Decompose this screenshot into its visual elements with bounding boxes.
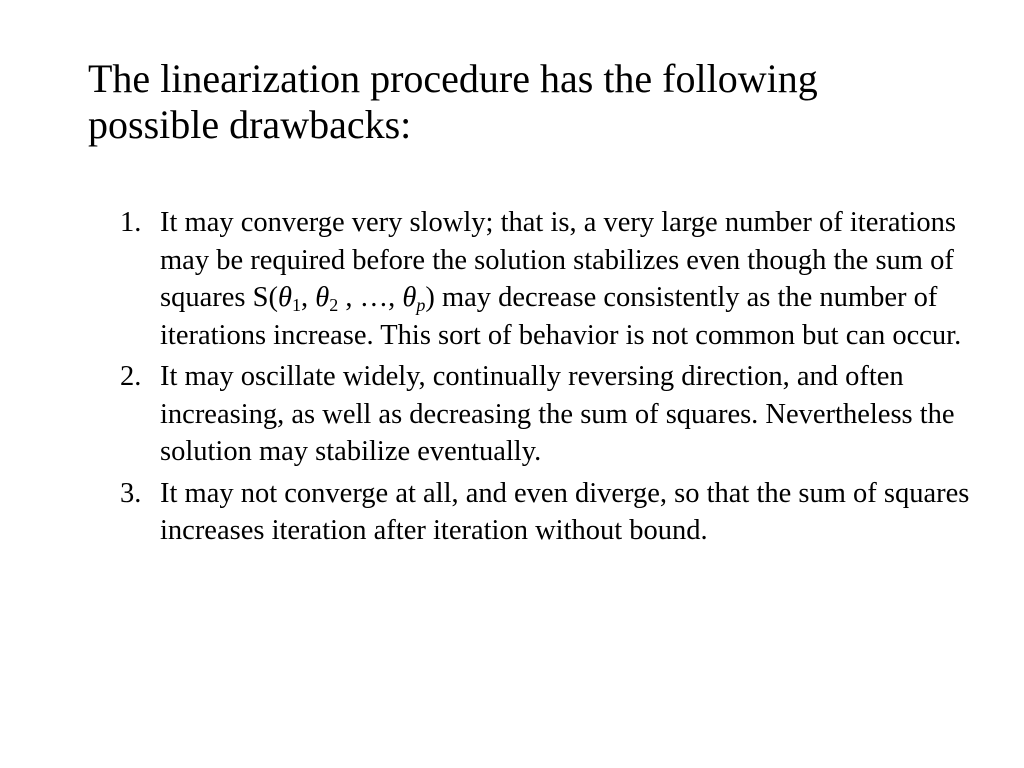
list-item [120,358,980,471]
list-item-text-after: ) may decrease consistently as the number of iterations increase. This sort of behavior is not common but can occur. [160,282,962,351]
slide-title-line-2: possible drawbacks: [88,102,412,147]
list-item-text: It may not converge at all, and even diverge, so that the sum of squares increases iteration after iteration without bound. [160,477,970,546]
subscript-p: p [416,295,426,315]
drawbacks-list [120,204,980,554]
list-item-number: 3. [120,477,142,509]
list-item-text [160,204,980,354]
list-item-text: It may oscillate widely, continually reversing direction, and often increasing, as well as decreasing the sum of squares. Nevertheless the solution may stabilize eventually. [160,361,955,467]
theta-symbol: θ [315,282,330,313]
slide-title [88,56,968,148]
slide-title-line-1: The linearization procedure has the following [88,56,818,101]
list-item-text-before: It may converge very slowly; that is, a very large number of iterations may be required before the solution stabilizes even though the sum of squares S( [160,207,956,313]
theta-symbol: θ [277,282,292,313]
list-item-number: 2. [120,361,142,392]
list-item [120,204,980,354]
subscript-1: 1 [291,295,301,315]
separator: , [300,282,316,313]
separator: , …, [338,282,403,313]
list-item-number: 1. [120,207,142,238]
subscript-2: 2 [329,295,339,315]
list-item [120,475,980,550]
theta-symbol: θ [402,282,417,313]
